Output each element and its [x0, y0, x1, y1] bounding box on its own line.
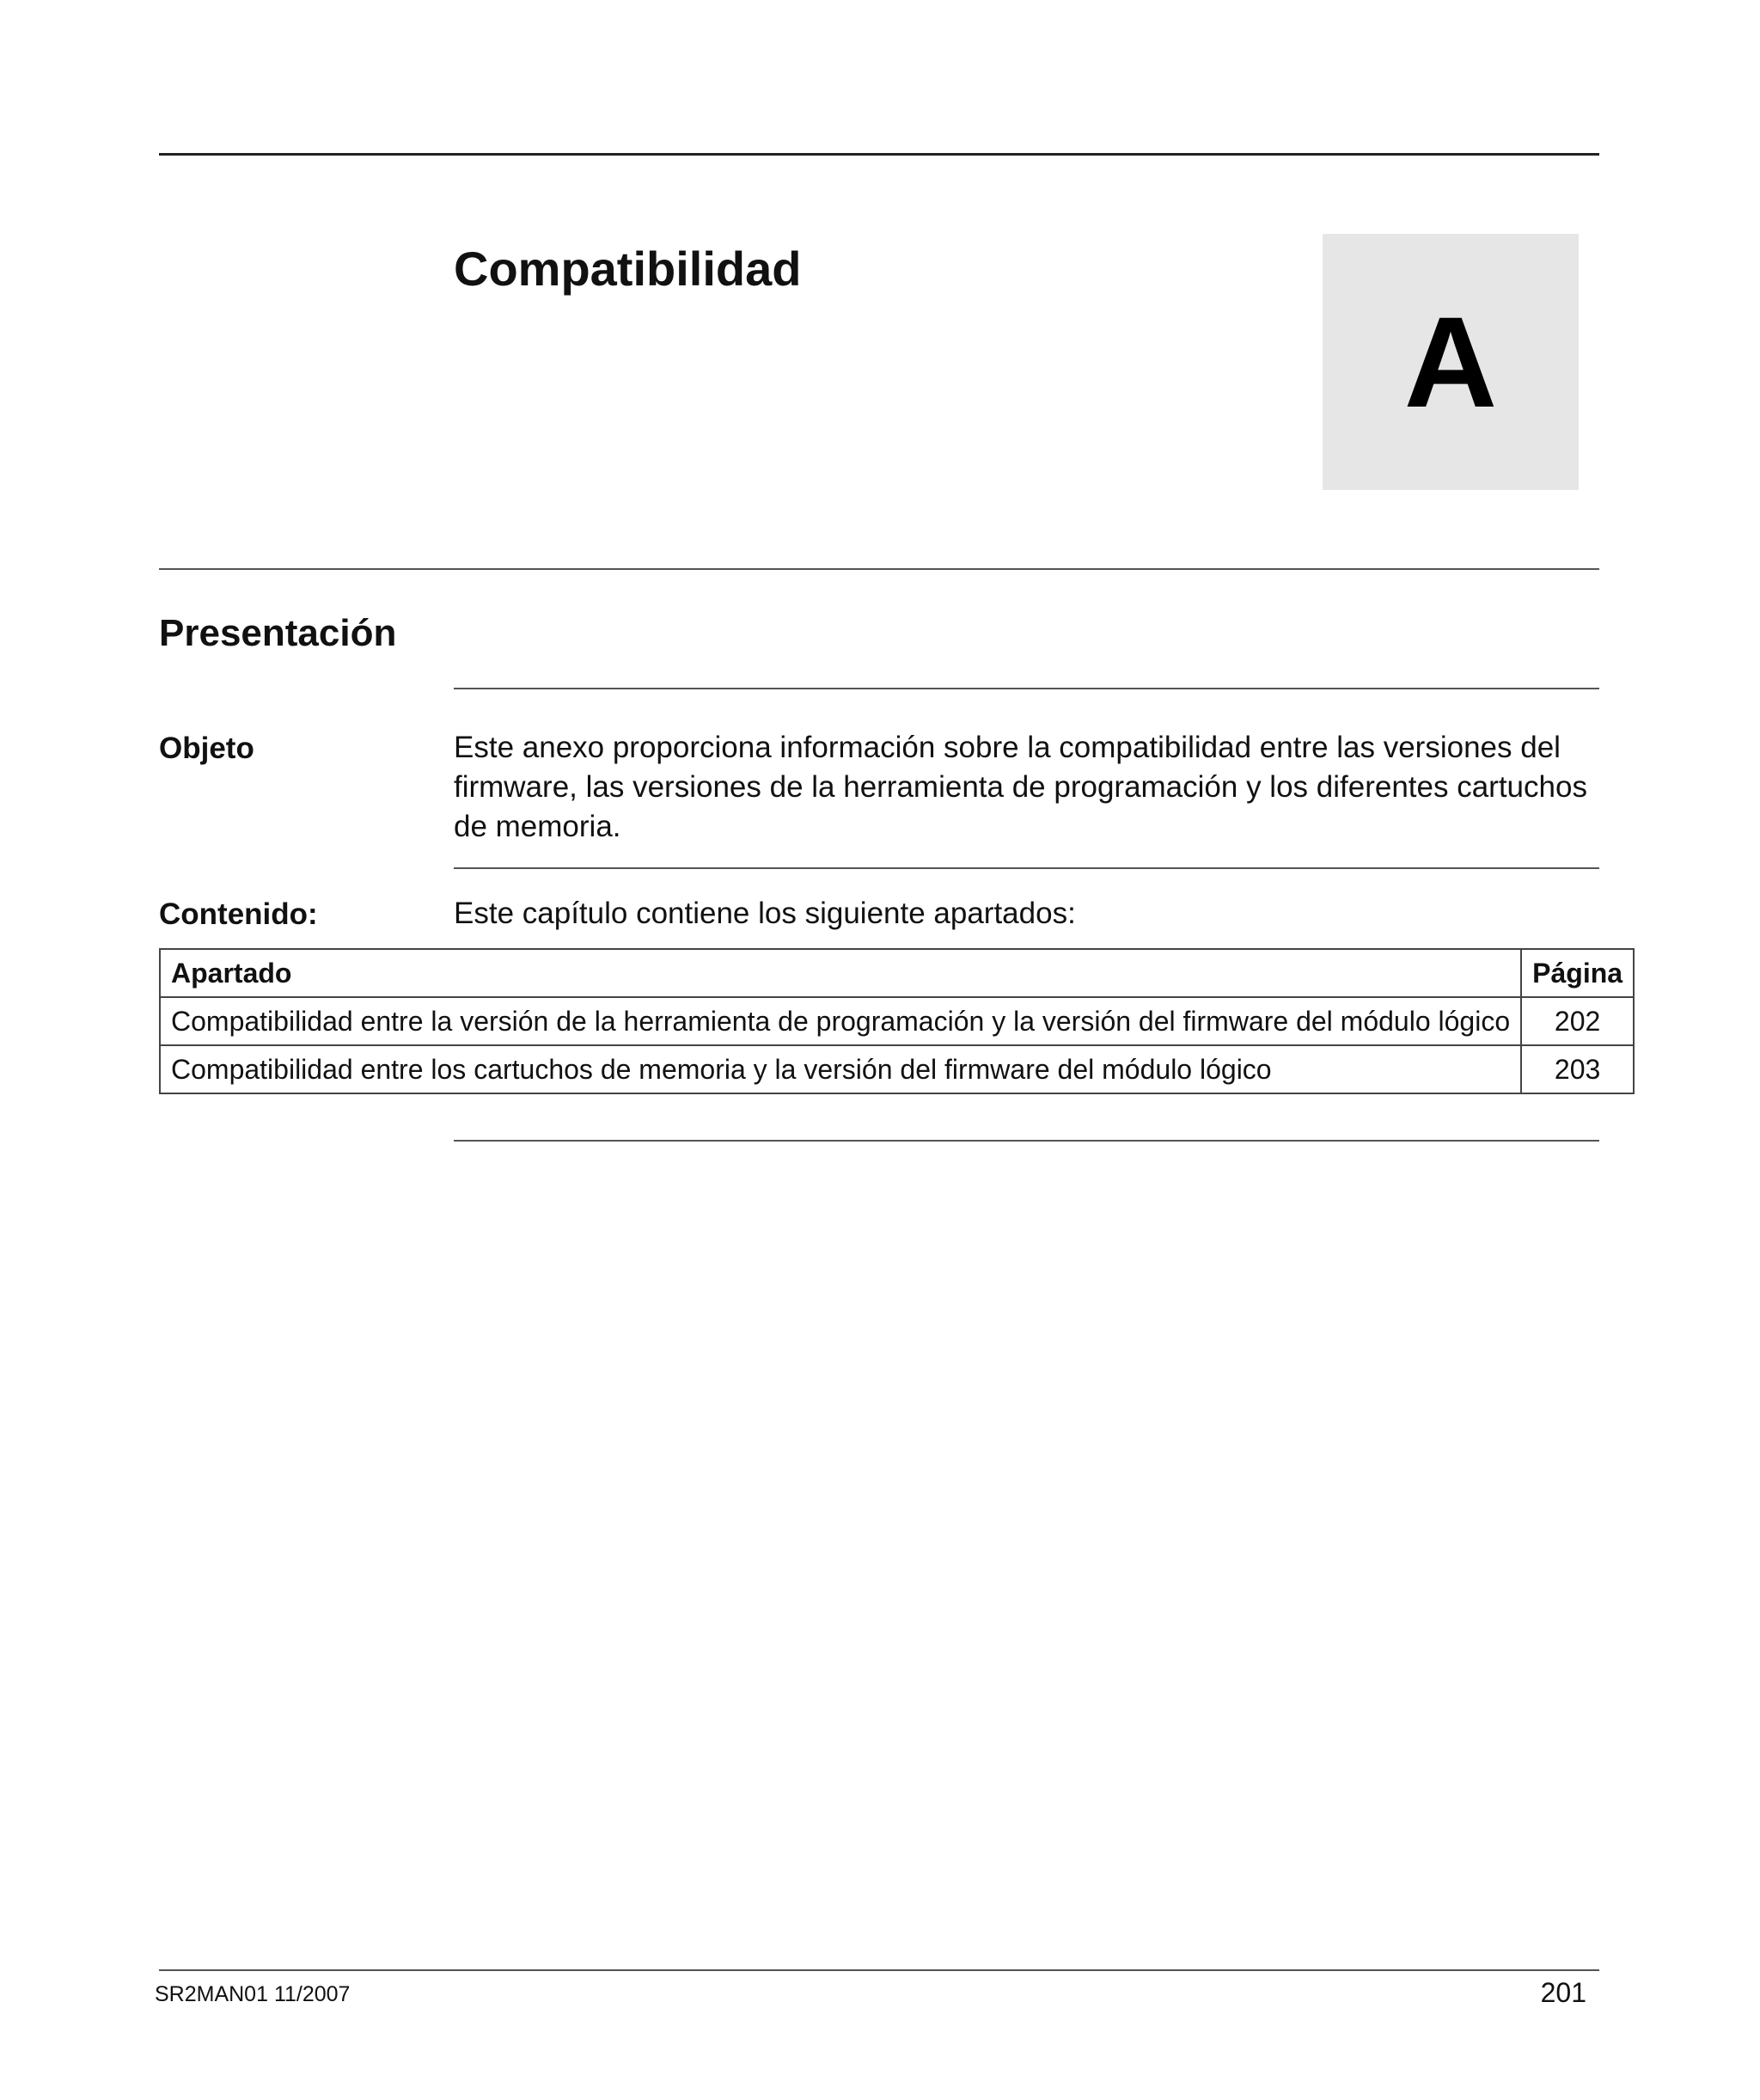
footer-page-number: 201: [1540, 1977, 1586, 2008]
chapter-title: Compatibilidad: [454, 242, 802, 296]
top-rule: [159, 153, 1599, 156]
footer-rule: [159, 1969, 1599, 1971]
row-title: Compatibilidad entre los cartuchos de memoria y la versión del firmware del módulo lógico: [160, 1045, 1521, 1093]
chapter-letter-box: [1323, 234, 1579, 490]
section-title: Presentación: [159, 612, 397, 654]
table-row: [160, 997, 1634, 1045]
section-rule: [159, 568, 1599, 570]
subsection-rule: [454, 1140, 1599, 1142]
table-header-row: [160, 949, 1634, 997]
subsection-rule: [454, 688, 1599, 689]
contenido-text: Este capítulo contiene los siguiente apartados:: [454, 897, 1076, 930]
contents-table: [159, 948, 1635, 1094]
header-pagina: Página: [1521, 949, 1634, 997]
contenido-label: Contenido:: [159, 897, 318, 931]
chapter-letter: A: [1403, 290, 1498, 434]
header-apartado: Apartado: [160, 949, 1521, 997]
objeto-text: Este anexo proporciona información sobre la compatibilidad entre las versiones del firmware, las versiones de la herramienta de programación y los diferentes cartuchos de memoria.: [454, 731, 1587, 843]
row-page: 202: [1521, 997, 1634, 1045]
objeto-label: Objeto: [159, 732, 254, 765]
footer-doc-ref: SR2MAN01 11/2007: [155, 1982, 351, 2006]
row-title: Compatibilidad entre la versión de la herramienta de programación y la versión del firmware del módulo lógico: [160, 997, 1521, 1045]
table-row: [160, 1045, 1634, 1093]
subsection-rule: [454, 867, 1599, 869]
row-page: 203: [1521, 1045, 1634, 1093]
